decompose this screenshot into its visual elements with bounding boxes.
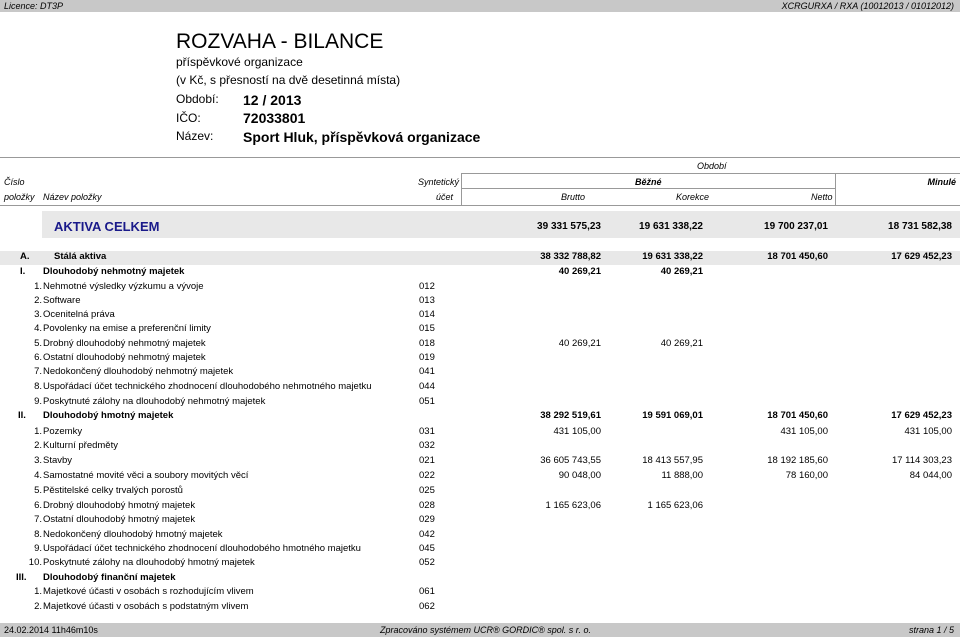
row-label: Majetkové účasti v osobách s rozhodujícím vlivem — [43, 586, 254, 597]
row-account: 051 — [419, 396, 435, 407]
ico-value: 72033801 — [243, 110, 306, 126]
row-minule: 17 114 303,23 — [891, 455, 952, 466]
row-minule: 431 105,00 — [904, 426, 952, 437]
row-label: Poskytnuté zálohy na dlouhodobý hmotný majetek — [43, 557, 255, 568]
period-label: Období: — [176, 92, 219, 106]
header-obdobi: Období — [697, 161, 727, 171]
row-account: 052 — [419, 557, 435, 568]
row-number: 10. — [28, 557, 42, 568]
row-label: Pozemky — [43, 426, 83, 437]
row-account: 032 — [419, 440, 435, 451]
row-label: Drobný dlouhodobý nehmotný majetek — [43, 338, 206, 349]
table-row — [0, 601, 960, 615]
table-row — [0, 529, 960, 543]
ico-label: IČO: — [176, 111, 201, 125]
row-number: 8. — [34, 529, 42, 540]
report-title: ROZVAHA - BILANCE — [176, 30, 384, 53]
header-ucet: účet — [436, 192, 454, 202]
row-account: 015 — [419, 323, 435, 334]
row-label: Nedokončený dlouhodobý nehmotný majetek — [43, 366, 234, 377]
header-synteticky: Syntetický — [418, 177, 460, 187]
row-account: 029 — [419, 514, 435, 525]
row-number: 2. — [34, 295, 42, 306]
table-row — [0, 295, 960, 309]
footer-bar — [0, 623, 960, 637]
table-row — [0, 396, 960, 410]
table-row — [0, 572, 960, 586]
row-account: 045 — [419, 543, 435, 554]
row-number: 4. — [34, 323, 42, 334]
row-netto: 431 105,00 — [780, 426, 828, 437]
row-netto: 18 701 450,60 — [767, 410, 828, 421]
table-row — [0, 281, 960, 295]
total-minule: 18 731 582,38 — [888, 221, 952, 232]
row-account: 021 — [419, 455, 435, 466]
row-minule: 17 629 452,23 — [891, 251, 952, 262]
total-label: AKTIVA CELKEM — [54, 219, 160, 234]
report-units: (v Kč, s přesností na dvě desetinná místa) — [176, 73, 401, 87]
header-divider-1 — [461, 173, 462, 205]
row-account: 019 — [419, 352, 435, 363]
table-row — [0, 500, 960, 514]
table-row — [0, 485, 960, 499]
row-label: Dlouhodobý finanční majetek — [43, 572, 176, 583]
row-number: I. — [20, 266, 26, 277]
organization-name: Sport Hluk, příspěvková organizace — [243, 129, 481, 145]
row-brutto: 36 605 743,55 — [540, 455, 601, 466]
row-number: III. — [16, 572, 27, 583]
footer-datetime: 24.02.2014 11h46m10s — [4, 625, 98, 635]
row-account: 013 — [419, 295, 435, 306]
row-netto: 18 192 185,60 — [767, 455, 828, 466]
row-account: 028 — [419, 500, 435, 511]
row-account: 044 — [419, 381, 435, 392]
name-label: Název: — [176, 129, 214, 143]
row-label: Ostatní dlouhodobý nehmotný majetek — [43, 352, 206, 363]
row-minule: 84 044,00 — [909, 470, 952, 481]
row-label: Pěstitelské celky trvalých porostů — [43, 485, 183, 496]
row-label: Uspořádací účet technického zhodnocení dlouhodobého hmotného majetku — [43, 543, 361, 554]
row-number: 9. — [34, 396, 42, 407]
header-rule-bottom — [0, 205, 960, 206]
row-number: 4. — [34, 470, 42, 481]
row-label: Majetkové účasti v osobách s podstatným vlivem — [43, 601, 249, 612]
row-brutto: 90 048,00 — [558, 470, 601, 481]
row-number: 5. — [34, 338, 42, 349]
table-row — [0, 338, 960, 352]
row-number: 9. — [34, 543, 42, 554]
row-number: 7. — [34, 366, 42, 377]
row-label: Stálá aktiva — [54, 251, 107, 262]
row-label: Dlouhodobý hmotný majetek — [43, 410, 174, 421]
row-number: 1. — [34, 586, 42, 597]
row-number: 8. — [34, 381, 42, 392]
row-minule: 17 629 452,23 — [891, 410, 952, 421]
row-korekce: 18 413 557,95 — [642, 455, 703, 466]
row-number: A. — [20, 251, 30, 262]
row-account: 042 — [419, 529, 435, 540]
table-row — [0, 557, 960, 571]
report-code: XCRGURXA / RXA (10012013 / 01012012) — [781, 1, 954, 11]
table-row — [0, 381, 960, 395]
top-bar — [0, 0, 960, 12]
row-label: Drobný dlouhodobý hmotný majetek — [43, 500, 196, 511]
row-account: 025 — [419, 485, 435, 496]
header-divider-2 — [835, 173, 836, 205]
row-netto: 18 701 450,60 — [767, 251, 828, 262]
row-number: 3. — [34, 309, 42, 320]
row-number: 6. — [34, 500, 42, 511]
row-account: 062 — [419, 601, 435, 612]
row-number: II. — [18, 410, 26, 421]
header-brutto: Brutto — [561, 192, 586, 202]
table-row — [0, 543, 960, 557]
table-row — [0, 514, 960, 528]
header-cislo: Číslo — [4, 177, 25, 187]
table-row — [0, 440, 960, 454]
row-korekce: 40 269,21 — [660, 338, 703, 349]
footer-page: strana 1 / 5 — [908, 625, 954, 635]
row-account: 014 — [419, 309, 435, 320]
row-label: Uspořádací účet technického zhodnocení dlouhodobého nehmotného majetku — [43, 381, 372, 392]
row-brutto: 431 105,00 — [553, 426, 601, 437]
row-label: Poskytnuté zálohy na dlouhodobý nehmotný majetek — [43, 396, 266, 407]
row-netto: 78 160,00 — [785, 470, 828, 481]
table-row — [0, 426, 960, 440]
row-label: Samostatné movité věci a soubory movitých věcí — [43, 470, 249, 481]
row-korekce: 19 631 338,22 — [642, 251, 703, 262]
header-polozky: položky — [4, 192, 35, 202]
row-account: 022 — [419, 470, 435, 481]
row-label: Ostatní dlouhodobý hmotný majetek — [43, 514, 196, 525]
table-row — [0, 586, 960, 600]
row-label: Software — [43, 295, 81, 306]
total-brutto: 39 331 575,23 — [537, 221, 601, 232]
table-row — [0, 366, 960, 380]
row-number: 6. — [34, 352, 42, 363]
row-account: 041 — [419, 366, 435, 377]
row-label: Ocenitelná práva — [43, 309, 115, 320]
row-account: 061 — [419, 586, 435, 597]
row-korekce: 11 888,00 — [661, 470, 703, 481]
row-label: Dlouhodobý nehmotný majetek — [43, 266, 185, 277]
header-nazev: Název položky — [43, 192, 102, 202]
header-rule-mid — [461, 173, 960, 174]
table-row — [0, 266, 960, 280]
row-brutto: 38 332 788,82 — [540, 251, 601, 262]
row-label: Kulturní předměty — [43, 440, 118, 451]
row-brutto: 1 165 623,06 — [545, 500, 601, 511]
table-row — [0, 323, 960, 337]
row-number: 3. — [34, 455, 42, 466]
row-account: 031 — [419, 426, 435, 437]
table-row — [0, 352, 960, 366]
header-bezne: Běžné — [635, 177, 662, 187]
row-account: 018 — [419, 338, 435, 349]
table-row — [0, 455, 960, 469]
header-minule: Minulé — [927, 177, 956, 187]
total-korekce: 19 631 338,22 — [639, 221, 703, 232]
row-label: Nedokončený dlouhodobý hmotný majetek — [43, 529, 223, 540]
row-number: 2. — [34, 601, 42, 612]
header-rule-low — [461, 188, 835, 189]
table-row — [0, 251, 960, 265]
row-label: Nehmotné výsledky výzkumu a vývoje — [43, 281, 204, 292]
row-label: Povolenky na emise a preferenční limity — [43, 323, 211, 334]
total-netto: 19 700 237,01 — [764, 221, 828, 232]
row-brutto: 40 269,21 — [558, 338, 601, 349]
table-row — [0, 470, 960, 484]
row-brutto: 40 269,21 — [558, 266, 601, 277]
period-value: 12 / 2013 — [243, 92, 302, 108]
footer-system: Zpracováno systémem UCR® GORDIC® spol. s r. o. — [380, 625, 591, 635]
table-row — [0, 309, 960, 323]
row-brutto: 38 292 519,61 — [540, 410, 601, 421]
row-account: 012 — [419, 281, 435, 292]
row-number: 1. — [34, 281, 42, 292]
header-korekce: Korekce — [676, 192, 710, 202]
license-text: Licence: DT3P — [4, 1, 64, 11]
row-number: 7. — [34, 514, 42, 525]
row-korekce: 1 165 623,06 — [647, 500, 703, 511]
row-number: 2. — [34, 440, 42, 451]
row-number: 5. — [34, 485, 42, 496]
header-netto: Netto — [811, 192, 833, 202]
row-korekce: 40 269,21 — [660, 266, 703, 277]
report-subtitle: příspěvkové organizace — [176, 55, 303, 69]
row-number: 1. — [34, 426, 42, 437]
table-row — [0, 410, 960, 424]
row-label: Stavby — [43, 455, 73, 466]
row-korekce: 19 591 069,01 — [642, 410, 703, 421]
header-rule-top — [0, 157, 960, 158]
